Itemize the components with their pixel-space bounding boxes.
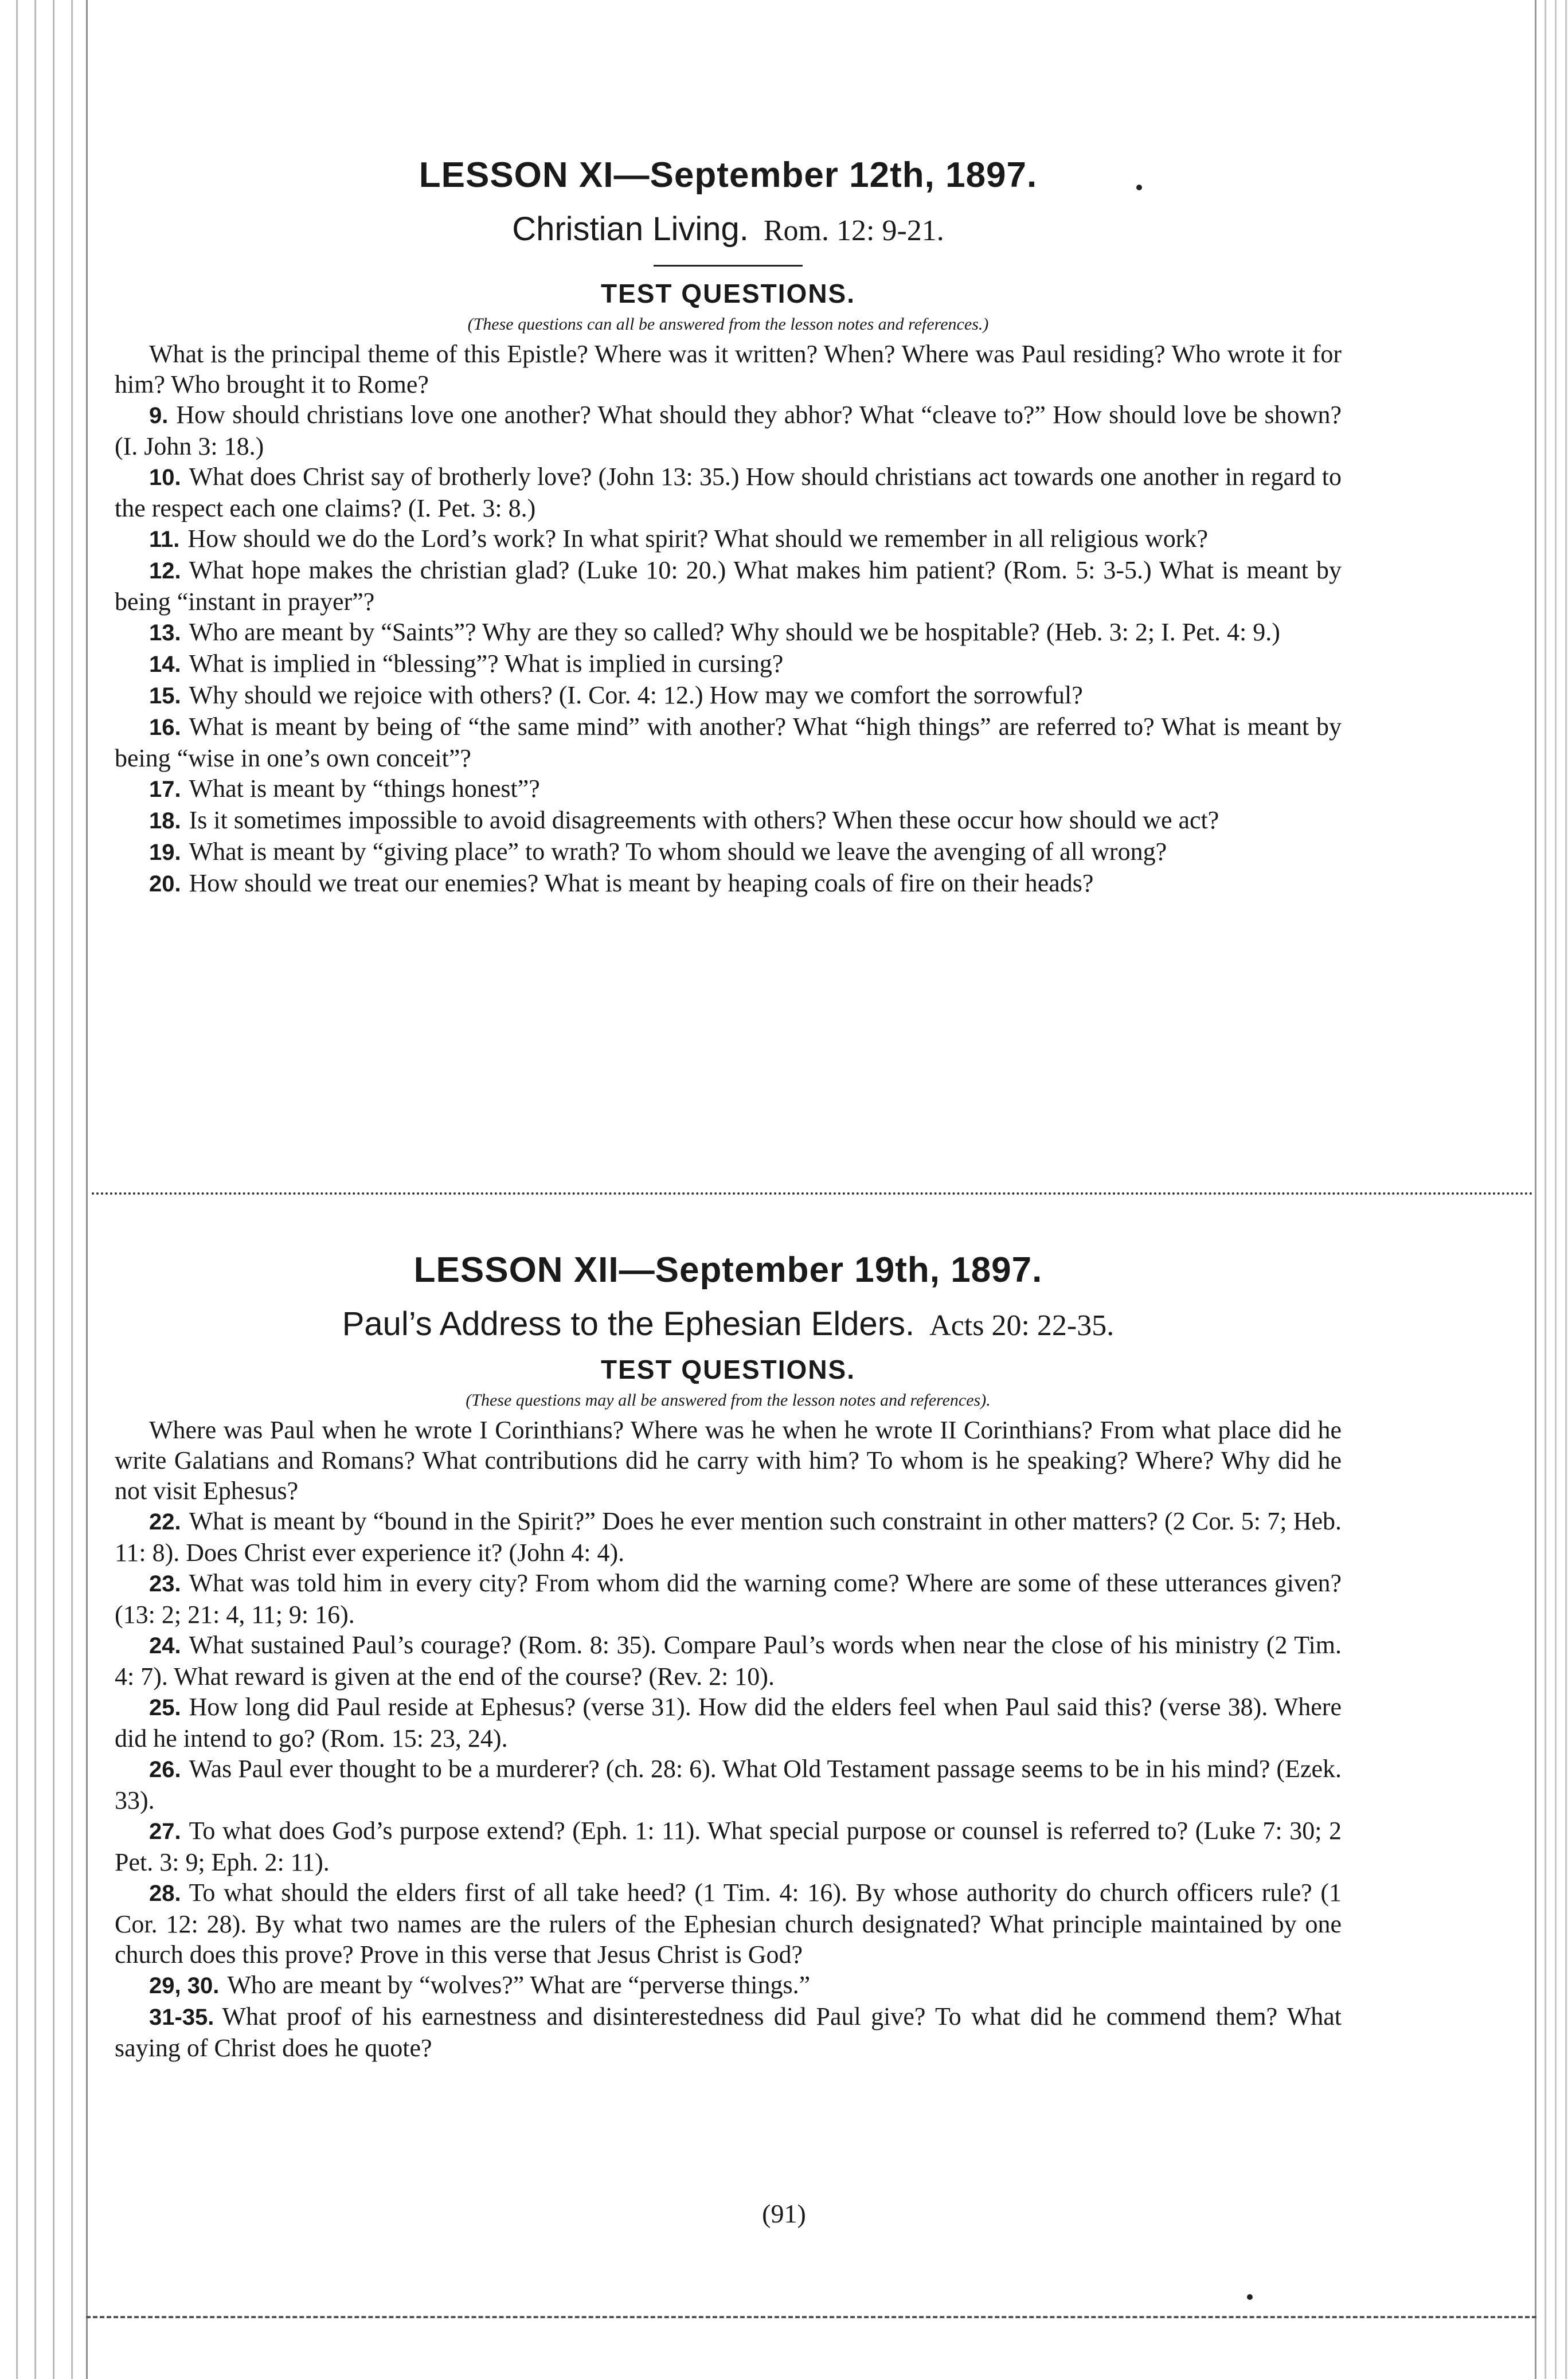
question-number: 17. [149,776,181,802]
page-number: (91) [762,2199,806,2228]
question-item [115,339,1342,400]
question-item [115,400,1342,461]
question-number: 29, 30. [149,1973,220,1998]
question-text: What hope makes the christian glad? (Luke 10: 20.) What makes him patient? (Rom. 5: 3-5.) What is meant by being “instant in prayer”? [115,555,1342,616]
question-number: 28. [149,1880,181,1906]
question-text: Why should we rejoice with others? (I. Cor. 4: 12.) How may we comfort the sorrowful? [189,680,1083,709]
question-number: 26. [149,1756,181,1782]
question-text: Where was Paul when he wrote I Corinthians? Where was he when he wrote II Corinthians? From what place did he write Galatians and Romans? What contributions did he carry with him? To whom is he speaking? Where? Why did he not visit Ephesus? [115,1415,1342,1505]
question-text: What was told him in every city? From whom did the warning come? Where are some of these utterances given? (13: 2; 21: 4, 11; 9: 16). [115,1568,1342,1629]
lesson-11-test-heading: TEST QUESTIONS. [600,278,856,308]
question-text: How long did Paul reside at Ephesus? (verse 31). How did the elders feel when Paul said this? (verse 38). Where did he intend to go? (Rom. 15: 23, 24). [115,1692,1342,1752]
scan-edge-right [1535,0,1568,2379]
lesson-12-topic: Paul’s Address to the Ephesian Elders. [342,1305,915,1343]
lesson-12-note: (These questions may all be answered from the lesson notes and references). [466,1390,991,1410]
question-item [115,773,1342,805]
question-item [115,555,1342,617]
question-text: To what does God’s purpose extend? (Eph. 1: 11). What special purpose or counsel is referred to? (Luke 7: 30; 2 Pet. 3: 9; Eph. 2: 11). [115,1816,1342,1876]
question-text: How should christians love one another? What should they abhor? What “cleave to?” How should love be shown? (I. John 3: 18.) [115,400,1342,460]
question-number: 20. [149,871,181,897]
question-item [115,1754,1342,1815]
question-text: What is meant by being of “the same mind” with another? What “high things” are referred to? What is meant by being “wise in one’s own conceit”? [115,712,1342,772]
question-text: What does Christ say of brotherly love? (John 13: 35.) How should christians act towards one another in regard to the respect each one claims? (I. Pet. 3: 8.) [115,462,1342,522]
question-item [115,1415,1342,1506]
question-text: Who are meant by “wolves?” What are “perverse things.” [227,1970,811,1999]
question-item [115,1568,1342,1630]
question-text: How should we treat our enemies? What is meant by heaping coals of fire on their heads? [189,868,1094,897]
lesson-11-rule [654,265,803,267]
question-item [115,617,1342,648]
question-number: 23. [149,1571,181,1597]
question-number: 18. [149,808,181,834]
question-number: 9. [149,402,169,428]
question-item [115,868,1342,899]
question-text: How should we do the Lord’s work? In what spirit? What should we remember in all religious work? [187,524,1208,553]
question-number: 25. [149,1695,181,1720]
stray-mark [1247,2294,1253,2300]
lesson-12-section [115,1250,1342,2063]
lesson-12-title: LESSON XII—September 19th, 1897. [413,1250,1043,1290]
question-item [115,680,1342,711]
question-number: 31-35. [149,2004,214,2030]
question-number: 10. [149,464,181,490]
question-number: 16. [149,714,181,740]
question-text: What is implied in “blessing”? What is implied in cursing? [189,649,784,678]
question-text: What is meant by “bound in the Spirit?” Does he ever mention such constraint in other matters? (2 Cor. 5: 7; Heb. 11: 8). Does Christ ever experience it? (John 4: 4). [115,1507,1342,1567]
question-number: 22. [149,1509,181,1535]
lesson-12-questions [115,1415,1342,2063]
lesson-12-subtitle [115,1305,1342,1344]
question-item [115,461,1342,523]
question-text: To what should the elders first of all take heed? (1 Tim. 4: 16). By whose authority do church officers rule? (1 Cor. 12: 28). By what two names are the rulers of the Ephesian church designated? What principle maintained by one church does this prove? Prove in this verse that Jesus Christ is God? [115,1878,1342,1969]
question-number: 24. [149,1633,181,1658]
question-item [115,1877,1342,1970]
lesson-11-topic: Christian Living. [512,210,749,248]
question-item [115,711,1342,773]
bottom-scan-rule [86,2316,1536,2318]
lesson-12-test-heading: TEST QUESTIONS. [600,1354,856,1384]
question-item [115,523,1342,555]
question-text: Is it sometimes impossible to avoid disagreements with others? When these occur how should we act? [189,805,1219,834]
question-text: Was Paul ever thought to be a murderer? (ch. 28: 6). What Old Testament passage seems to be in his mind? (Ezek. 33). [115,1754,1342,1814]
question-item [115,1815,1342,1877]
question-number: 27. [149,1818,181,1844]
question-text: What is meant by “things honest”? [189,774,540,803]
question-item [115,836,1342,868]
question-text: What is meant by “giving place” to wrath? To whom should we leave the avenging of all wrong? [189,837,1167,866]
lesson-11-title: LESSON XI—September 12th, 1897. [419,155,1038,195]
stray-mark [1136,185,1142,190]
question-text: What proof of his earnestness and disinterestedness did Paul give? To what did he commend them? What saying of Christ does he quote? [115,2002,1342,2062]
question-item [115,1970,1342,2001]
lesson-11-reference: Rom. 12: 9-21. [763,214,944,248]
question-number: 19. [149,839,181,865]
question-item [115,1630,1342,1692]
question-item [115,2001,1342,2063]
question-number: 11. [149,526,180,552]
question-item [115,1506,1342,1568]
question-number: 12. [149,558,181,584]
question-number: 15. [149,683,181,709]
question-number: 13. [149,620,181,645]
question-item [115,648,1342,680]
question-item [115,1692,1342,1754]
section-divider [92,1192,1534,1195]
question-text: Who are meant by “Saints”? Why are they so called? Why should we be hospitable? (Heb. 3: 2; I. Pet. 4: 9.) [189,617,1280,646]
question-number: 14. [149,651,181,677]
question-text: What is the principal theme of this Epistle? Where was it written? When? Where was Paul residing? Who wrote it for him? Who brought it to Rome? [115,339,1342,398]
lesson-11-questions [115,339,1342,899]
lesson-11-section [115,155,1342,899]
question-text: What sustained Paul’s courage? (Rom. 8: 35). Compare Paul’s words when near the close of his ministry (2 Tim. 4: 7). What reward is given at the end of the course? (Rev. 2: 10). [115,1630,1342,1691]
question-item [115,805,1342,836]
lesson-11-note: (These questions can all be answered from the lesson notes and references.) [467,314,989,334]
lesson-12-reference: Acts 20: 22-35. [929,1309,1115,1343]
scan-edge-left [0,0,88,2379]
lesson-11-subtitle [115,210,1342,249]
